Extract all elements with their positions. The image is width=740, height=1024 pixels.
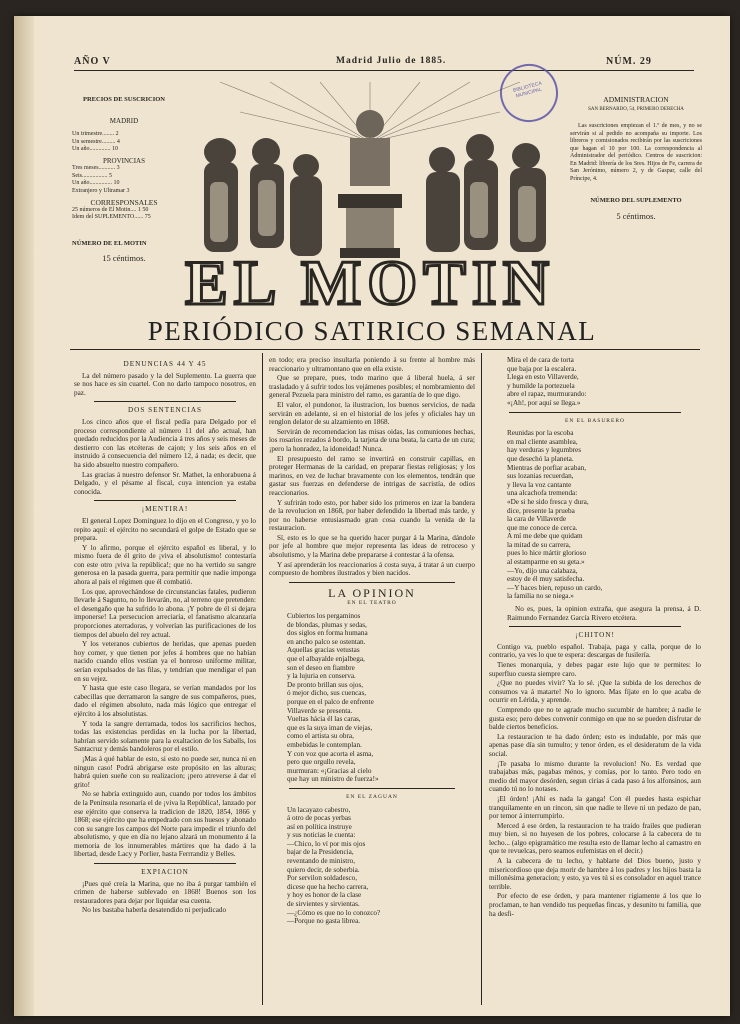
year-label: AÑO V xyxy=(74,56,111,67)
verse-line: la familia no se niega.» xyxy=(507,592,574,601)
madrid-heading: MADRID xyxy=(109,116,139,125)
verse-line: Llega en esto Villaverde, xyxy=(507,373,579,382)
column-rule-1 xyxy=(262,353,263,1005)
title-rule xyxy=(70,349,700,350)
verse-line: —Y haces bien, repuso un cardo, xyxy=(507,583,603,592)
verse-line: hay verduras y legumbres xyxy=(507,446,582,455)
paragraph: en todo; era preciso insultarla poniendo á su frente al hombre más reaccionario y ultramontano que en ella existe. xyxy=(269,356,475,373)
paragraph: Y hasta que este caso llegara, se verían mandados por los cabecillas que derramaron la sangre de sus compañeros, pues, dado el régimen absoluto, nada más lógico que entregar el ejército á los absolutistas. xyxy=(74,684,256,718)
paragraph: Comprendo que no te agrade mucho sucumbir de hambre; á nadie le gusta eso; pero debes convenir conmigo en que no se pueden disfrutar de balde ciertos beneficios. xyxy=(489,705,701,732)
section-title-sentencias: DOS SENTENCIAS xyxy=(127,406,203,415)
verse-line: que es la suya iman de viejas, xyxy=(287,723,373,732)
verse-line: Mira el de cara de torta xyxy=(507,356,574,364)
paragraph: No se habría extinguido aun, cuando por todos los ámbitos de la Península resonaría el de ¡viva la República!, lanzado por ese ejército que conserva la tradicion de 1820, 1854, 1866 y 1868; ese ejército que ha empedrado con sus huesos y abonado con su sangre los campos del Norte para impedir el triunfo del absolutismo, y que en día no lejano alzará un monumento á la memoria de los innumerables mártires que ha dado á la libertad, desde Lacy y Porlier, hasta Ferrrandiz y Belles. xyxy=(74,790,256,859)
verse-line: que me conoce de cerca. xyxy=(507,523,578,532)
section-title-denuncias: DENUNCIAS 44 Y 45 xyxy=(123,360,207,368)
verse-line: Un lacayazo cabestro, xyxy=(287,805,351,814)
verse-line: y humilde la portezuela xyxy=(507,381,575,390)
paragraph: No les bastaba haberla desatendido ni perjudicado xyxy=(82,906,227,915)
verse-line: embebidas le contemplan. xyxy=(287,740,362,749)
subscription-heading: PRECIOS DE SUSCRICION xyxy=(83,96,165,103)
supl-price: 5 céntimos. xyxy=(616,210,656,221)
number-label: NÚM. 29 xyxy=(606,56,652,67)
admin-text: Las suscriciones empiezan el 1.º de mes, y no se servirán si al pedido no acompaña su importe. Los libreros y comisionados recibirán por las suscriciones que hagan el 10 por 100. La correspondencia al Administrador del periódico. Centros de suscricion: En Madrid: librería de los Sres. Hijos de Fe, carrera de San Jerónimo, número 2, y de Gaspar, calle del Príncipe, 4. xyxy=(570,123,702,182)
paragraph: Los que, aprovechándose de circunstancias fatales, pudieron llevarle á Sagunto, no lo llevarán, no, al terreno que pretenden: el desengaño que ha sufrido lo abona. ¡Y pobre de él si dejara imponerse! La persecucion arreciaría, el fanatismo alcanzaría proporciones aterradoras, y volverían las purificaciones de los tiempos del abuelo del rey actual. xyxy=(74,587,256,639)
date-label: Madrid Julio de 1885. xyxy=(336,56,447,66)
column-1 xyxy=(74,356,256,1006)
verse-line: Vueltas hácia él las caras, xyxy=(287,715,361,724)
verse-line: quiero decir, de soberbia. xyxy=(287,865,360,874)
verse-line: dice, presente la prueba xyxy=(507,506,575,515)
paragraph: Sí, esto es lo que se ha querido hacer purgar á la Marina, dándole por jefe al hombre que mejor representa las ideas de retroceso y absolutismo, y la Marina debe prepararse á contestar á la ofensa. xyxy=(269,533,475,560)
corr-row-1: 25 números de El Motin.... 1 50 xyxy=(72,206,149,213)
section-title-expiacion: EXPIACION xyxy=(141,868,189,877)
paragraph: Las gracias á nuestro defensor Sr. Mathet, la enhorabuena á Delgado, y el pésame al fiscal, cuya intencion ya estaba conocida. xyxy=(74,470,256,496)
verse-line: en mal cliente asamblea, xyxy=(507,437,578,446)
verse-line: sus lozanias recuerdan, xyxy=(507,472,574,481)
subscription-box xyxy=(72,96,176,263)
verse-line: y lleva la voz cantante xyxy=(507,480,572,489)
verse-line: de sirvientes y sirvientas. xyxy=(287,900,360,909)
verse-line: Por servilon soldadesco, xyxy=(287,874,358,883)
header-rule xyxy=(74,70,694,71)
logo-text: EL MOTIN xyxy=(185,247,555,314)
verse-line: «¡Ah!, por aquí se llega.» xyxy=(507,398,581,407)
provincias-heading: PROVINCIAS xyxy=(102,156,145,165)
verse-line: A mí me debe que quidam xyxy=(507,532,583,541)
verse-line: Villaverde se presenta. xyxy=(287,706,353,715)
paragraph: Y lo afirmo, porque el ejército español es liberal, y lo mismo fuera de él grito de ¡viva el absolutismo! contestaría con este otro ¡viva la república!; que no ha vertido su sangre generosa en la pasada guerra, para permitir que nadie imponga ahora al país el régimen que él combatió. xyxy=(74,543,256,587)
verse-line: De pronto brillan sus ojos, xyxy=(287,680,364,689)
paragraph: Servirán de recomendacion las misas oidas, las comuniones hechas, los rosarios rezados á bordo, la tarjeta de una beata, la carta de un cura; ¡pero la honradez, la idoneidad! Nunca. xyxy=(269,427,475,453)
verse-line: estoy de él muy satisfecha. xyxy=(507,575,585,584)
section-title-chiton: ¡CHITON! xyxy=(575,631,615,640)
verse-line: al estamparme en su geta.» xyxy=(507,558,585,567)
paragraph: Y los veteranos cubiertos de heridas, que apenas pueden hoy comer, y que tienen por jefes á hombres que no habían nacido cuando ellos vestían ya el honroso uniforme militar, serían expulsados de las filas, y tendrían que mendigar el pan en su vejez. xyxy=(74,640,256,683)
administration-box xyxy=(570,96,702,220)
paragraph: El valor, el pundonor, la ilustracion, los buenos servicios, de nada servirán en adelante, si en el historial de los jefes y oficiales hay un renglon delator de su alzamiento en 1868. xyxy=(269,400,475,427)
paragraph: El general Lopez Dominguez lo dijo en el Congreso, y yo lo repito aquí: el ejército no secundará el golpe de Estado que se prepara. xyxy=(74,516,256,543)
verse-line: en ancho palco se ostentan. xyxy=(287,637,366,646)
masthead-illustration xyxy=(180,82,560,314)
verse-line: pero que orgullo revela, xyxy=(287,758,356,767)
madrid-row-1: Un trimestre........ 2 xyxy=(72,131,119,137)
verse-line: y hoy es honor de la clase xyxy=(287,891,362,900)
corresponsales-heading: CORRESPONSALES xyxy=(90,198,158,207)
verse-line: son el deseo en fiambre xyxy=(287,663,355,672)
section-title-opinion: LA OPINION xyxy=(328,585,416,600)
verse-line: una alcachofa tremenda: xyxy=(507,489,578,498)
column-rule-2 xyxy=(481,353,482,1005)
verse-line: que desechó la planeta. xyxy=(507,454,574,463)
poem-escalera xyxy=(489,356,701,408)
verse-line: Cubiertos los pergaminos xyxy=(287,612,361,621)
subsection-zaguan: EN EL ZAGUAN xyxy=(346,793,398,800)
verse-line: Y con voz que acorta el asma, xyxy=(287,749,374,758)
verse-line: porque en el palco de enfrente xyxy=(287,697,374,706)
subsection-basurero: EN EL BASURERO xyxy=(565,417,625,424)
column-3 xyxy=(489,356,701,1006)
paragraph: ¡Te pasaba lo mismo durante la revolucion! No. Es verdad que trabajabas más, pagabas ménos, y comías, por lo tanto. Pero todo en medio del mayor desórden, segun cirias á cada paso á los alfonsinos, aun cuando tú no lo notases. xyxy=(489,759,701,794)
madrid-row-2: Un semestre......... 4 xyxy=(72,138,120,145)
paragraph: La restauracion te ha dado órden; esto es indudable, por más que apenas pase día sin tumulto; y tenor órden, es el desideratum de la vida social. xyxy=(489,732,701,758)
poem-teatro xyxy=(269,612,475,784)
paragraph: Y así aprenderán los reaccionarios á costa suya, á tratar á un cuerpo compuesto de hombres ilustrados y bien nacidos. xyxy=(269,560,475,578)
verse-line: así en política instruye xyxy=(287,822,352,831)
verse-line: que baja por la escalera. xyxy=(507,364,577,373)
verse-line: y la lujuria en conserva. xyxy=(287,672,356,681)
paragraph: Y toda la sangre derramada, todos los sacrificios hechos, todas las existencias perdidas en la lucha por la libertad, habrían servido solamente para la exaltacion de los Saballs, los Santacruz y demás bandoleros por el estilo. xyxy=(74,719,256,754)
poem-zaguan xyxy=(269,806,475,926)
prov-row-3: Un año............... 10 xyxy=(72,180,120,186)
paragraph: Y sufrirán todo esto, por haber sido los primeros en izar la bandera de la revolucion en 1868, por haber defendido la libertad más tarde, y por no haberse entusiasmado gran cosa cuando la venida de la restauracion. xyxy=(269,498,475,533)
paragraph: Los cinco años que el fiscal pedía para Delgado por el proceso correspondiente al número 11 del año actual, han quedado reducidos por la Audiencia á tres años y seis meses de destierro con las etcéteras de cajon; y los seis años en el instruido á consecuencia del número 12, á nada; es decir, que ha sido absuelto nuestro compañero. xyxy=(74,417,256,469)
verse-line: de blondas, plumas y sedas, xyxy=(287,620,367,629)
verse-line: bajar de la Presidencia, xyxy=(287,848,354,857)
subsection-teatro: EN EL TEATRO xyxy=(347,600,397,607)
paragraph: Merced á ese órden, la restauracion te ha traido frailes que pudieran muy bien, si no huyesen de los pobres, colocarse á la cabecera de tu lecho... (algo epigramático me resulta esto de llamar lecho al camastro en que te revuelcas, pero seamos eufemistas en el decir.) xyxy=(489,821,701,856)
verse-line: reventando de ministro, xyxy=(287,857,356,866)
verse-line: á otro de pocas yerbas xyxy=(287,814,351,823)
library-stamp: BIBLIOTECA MUNICIPAL xyxy=(493,57,564,128)
verse-line: «De si he sido fresca y dura, xyxy=(507,497,589,506)
verse-line: abre el rapaz, murmurando: xyxy=(507,390,587,399)
verse-line: Reunidas por la escoba xyxy=(507,429,574,438)
numero-label: NÚMERO DE EL MOTIN xyxy=(72,239,147,247)
paragraph: A la cabecera de tu lecho, y hablarte del Dios bueno, justo y misericordioso que deja morir de hambre á los padres y los hijos basta la millonésima generacion; y esto, ya ves tú si es consolador en aquel trance terrible. xyxy=(489,857,701,891)
paragraph: El presupuesto del ramo se invertirá en construir capillas, en proteger Hermanas de la caridad, en preparar fiestas religiosas; y los marinos, en vez de luchar bravamente con los elementos, tendrán que gastar sus fuerzas en defenderse de intrigas de sacristía, de odios reaccionarios. xyxy=(269,454,475,497)
admin-address: SAN BERNARDO, 54, PRIMERO DERECHA xyxy=(588,106,684,112)
paragraph: ¡El órden! ¡Ahí es nada la ganga! Con él puedes hasta espichar tranquilamente en un rincon, sin que nadie te lleve ni un pedazo de pan, por temor á interrumpirlo. xyxy=(489,794,701,821)
poem-basurero xyxy=(489,429,701,601)
newspaper-page xyxy=(14,16,730,1016)
corr-row-2: Idem del SUPLEMENTO...... 75 xyxy=(72,214,151,220)
prov-row-1: Tres meses........... 3 xyxy=(72,165,120,171)
numero-price: 15 céntimos. xyxy=(102,253,146,263)
paragraph: ¿Que no puedes vivir? Ya lo sé. ¡Que la subida de los derechos de consumos va á matarte! No lo ignoro. Mas fíjate en lo que acaba de ocurrir en Lérida, y aprende. xyxy=(489,679,701,705)
verse-line: pues lo hice mártir glorioso xyxy=(507,549,587,558)
page-spine xyxy=(14,16,34,1016)
verse-line: dos siglos en forma humana xyxy=(287,629,368,638)
paragraph: No es, pues, la opinion extraña, que asegura la prensa, á D. Raimundo Fernandez García Rivero etcétera. xyxy=(507,605,701,622)
section-title-mentira: ¡MENTIRA! xyxy=(141,505,189,514)
prov-row-4: Extranjero y Ultramar 3 xyxy=(72,187,130,194)
prov-row-2: Seis................. 5 xyxy=(72,172,113,179)
verse-line: Aquellas gracias vetustas xyxy=(287,646,360,655)
madrid-row-3: Un año.............. 10 xyxy=(72,146,118,152)
verse-line: —¿Cómo es que no lo conozco? xyxy=(287,908,381,917)
verse-line: ó mejor dicho, sus cuencas, xyxy=(287,689,367,698)
column-2 xyxy=(269,356,475,1006)
paragraph: Tienes monarquía, y debes pagar este lujo que te permites: lo superfluo cuesta siempre caro. xyxy=(489,661,701,678)
verse-line: la cara de Villaverde xyxy=(507,515,567,524)
paragraph: ¡Mas á qué hablar de esto, si esto no puede ser, nunca ni en ningun caso! Podrá abrigarse este propósito en las alturas; habrá quien sueñe con su realizacion; ¡pero atreverse á dar el grito! xyxy=(74,754,256,789)
paragraph: Que se prepare, pues, todo marino que á liberal huela, á ser trasladado y á sufrir todos los vejámenes posibles; el nombramiento del general Pezuela para ministro del ramo, es garantía de lo que digo. xyxy=(269,374,475,400)
verse-line: que hay un ministro de fuerza!» xyxy=(287,775,379,784)
paragraph: ¡Pues qué creía la Marina, que no iba á purgar también el crimen de haberse sublevado en 1868! Buenos son los restauradores para dejar por liquidar esa cuenta. xyxy=(74,879,256,905)
supl-label: NÚMERO DEL SUPLEMENTO xyxy=(590,197,682,204)
verse-line: —Yo, dijo una calabaza, xyxy=(507,566,578,575)
verse-line: y sus noticias le cuenta: xyxy=(287,831,356,840)
newspaper-title: PERIÓDICO SATIRICO SEMANAL xyxy=(147,316,597,346)
paragraph: La del número pasado y la del Suplemento. La guerra que se nos hace es sin cuartel. Con no darlo tampoco nosotros, en paz. xyxy=(74,371,256,397)
paragraph: Contigo va, pueblo español. Trabaja, paga y calla, porque de lo contrario, ya ves lo que te espera: descargas de fusilería. xyxy=(489,642,701,660)
verse-line: que el albayalde enjalbega, xyxy=(287,655,365,663)
paragraph: Por efecto de ese órden, y para mantener rigiamente á los que lo proclaman, te han vendido tus pequeñas fincas, y desunito tu familia, que ha desfi- xyxy=(489,892,701,918)
verse-line: como el artista su obra, xyxy=(287,732,354,741)
verse-line: dicese que ha hecho carrera, xyxy=(287,882,369,891)
verse-line: —Chico, lo ví por mis ojos xyxy=(287,839,366,848)
verse-line: la mitad de su carrera, xyxy=(507,540,571,549)
verse-line: murmuran: «¡Gracias al cielo xyxy=(287,766,372,775)
verse-line: Mientras de porfiar acaban, xyxy=(507,463,587,472)
admin-heading: ADMINISTRACION xyxy=(603,95,669,104)
verse-line: —Porque no gasta librea. xyxy=(287,917,361,926)
